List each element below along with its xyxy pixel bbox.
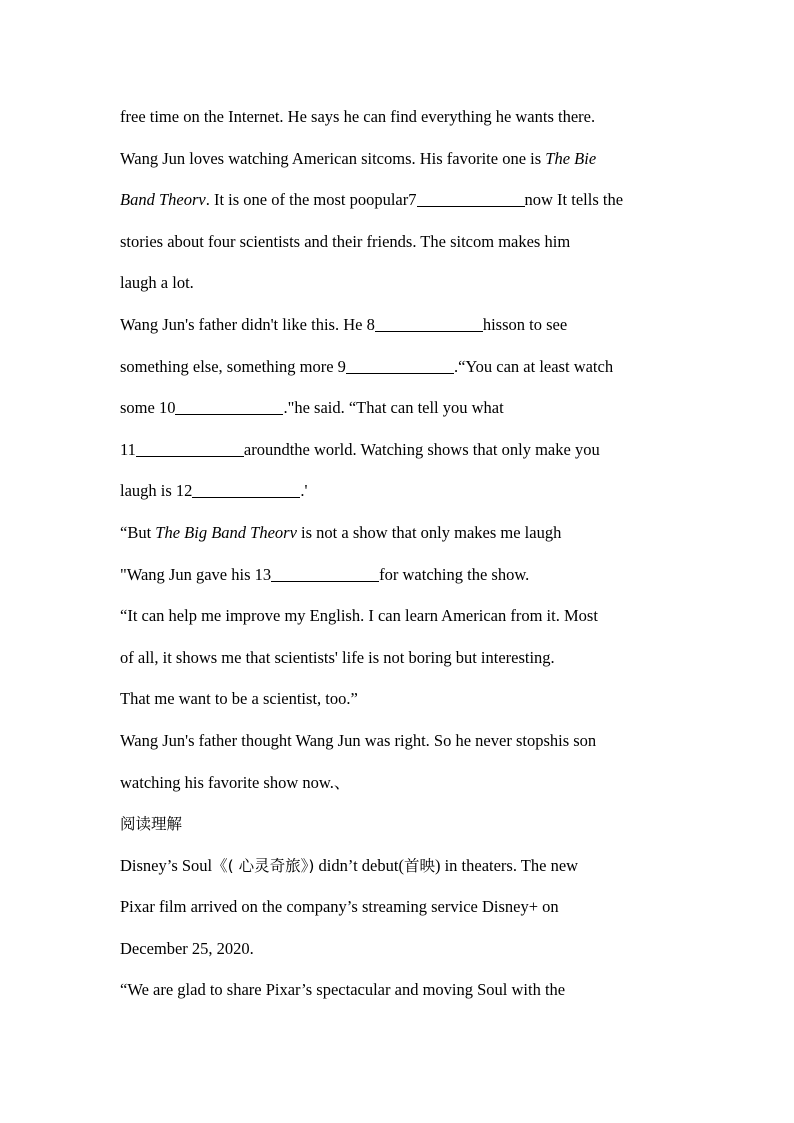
text-line bbox=[120, 179, 680, 221]
text-line bbox=[120, 429, 680, 471]
text: is not a show that only makes me laugh bbox=[296, 522, 562, 542]
text: free time on the Internet. He says he can find everything he wants there. bbox=[120, 107, 596, 126]
blank-7[interactable] bbox=[417, 190, 525, 208]
text-line bbox=[120, 470, 680, 512]
chinese-gloss: 首映 bbox=[403, 856, 435, 875]
section-heading bbox=[120, 803, 680, 845]
sitcom-title-italic: The Big Band Theorv bbox=[155, 522, 297, 542]
text: hisson to see bbox=[482, 314, 568, 334]
text-line bbox=[120, 928, 680, 970]
text: stories about four scientists and their friends. The sitcom makes him bbox=[120, 231, 571, 251]
text-line bbox=[120, 678, 680, 720]
text: now It tells the bbox=[524, 190, 624, 210]
text-line bbox=[120, 304, 680, 346]
blank-11[interactable] bbox=[136, 439, 244, 457]
text-line bbox=[120, 387, 680, 429]
text: . It is one of the most poopular7 bbox=[205, 190, 417, 210]
text: some 10 bbox=[120, 398, 176, 418]
text: Disney’s Soul bbox=[120, 855, 213, 875]
text-line bbox=[120, 512, 680, 554]
text: “But bbox=[120, 522, 156, 542]
blank-8[interactable] bbox=[375, 314, 483, 332]
text: Pixar film arrived on the company’s streaming service Disney+ on bbox=[120, 897, 559, 917]
text-line bbox=[120, 720, 680, 762]
text: .“You can at least watch bbox=[453, 356, 614, 376]
text: 11 bbox=[120, 439, 136, 459]
blank-12[interactable] bbox=[192, 481, 300, 499]
text-line bbox=[120, 138, 680, 180]
text: ) in theaters. The new bbox=[434, 855, 579, 875]
text-line bbox=[120, 262, 680, 304]
text-line bbox=[120, 886, 680, 928]
sitcom-title-italic: Band Theorv bbox=[120, 190, 206, 210]
text: .' bbox=[300, 481, 308, 501]
sitcom-title-italic: The Bie bbox=[545, 148, 597, 168]
text-line bbox=[120, 221, 680, 263]
text: laugh a lot. bbox=[120, 273, 194, 293]
chinese-title: 《( 心灵奇旅》) bbox=[212, 856, 315, 875]
blank-9[interactable] bbox=[346, 356, 454, 374]
text-line bbox=[120, 96, 680, 138]
text-line bbox=[120, 762, 680, 804]
text: “It can help me improve my English. I can learn American from it. Most bbox=[120, 606, 598, 626]
text: ."he said. “That can tell you what bbox=[283, 398, 504, 418]
document-body bbox=[120, 96, 680, 1011]
text-line bbox=[120, 595, 680, 637]
text: laugh is 12 bbox=[120, 481, 193, 501]
text: didn’t debut( bbox=[314, 855, 404, 875]
text: for watching the show. bbox=[379, 564, 530, 584]
text-line bbox=[120, 637, 680, 679]
text: Wang Jun's father thought Wang Jun was right. So he never stopshis son bbox=[120, 730, 597, 750]
text-line bbox=[120, 554, 680, 596]
text: "Wang Jun gave his 13 bbox=[120, 564, 272, 584]
text: aroundthe world. Watching shows that only make you bbox=[243, 439, 600, 459]
text: Wang Jun's father didn't like this. He 8 bbox=[120, 314, 375, 334]
text: “We are glad to share Pixar’s spectacular and moving Soul with the bbox=[120, 980, 566, 1000]
text: Wang Jun loves watching American sitcoms. His favorite one is bbox=[120, 148, 546, 168]
text: December 25, 2020. bbox=[120, 938, 254, 958]
section-heading-text: 阅读理解 bbox=[120, 815, 183, 834]
text-line bbox=[120, 845, 680, 887]
text: That me want to be a scientist, too.” bbox=[120, 689, 358, 709]
text: of all, it shows me that scientists' life is not boring but interesting. bbox=[120, 647, 555, 667]
text: something else, something more 9 bbox=[120, 356, 346, 376]
text-line bbox=[120, 346, 680, 388]
blank-10[interactable] bbox=[175, 398, 283, 416]
text-line bbox=[120, 969, 680, 1011]
text: watching his favorite show now.、 bbox=[120, 772, 351, 792]
blank-13[interactable] bbox=[271, 564, 379, 582]
